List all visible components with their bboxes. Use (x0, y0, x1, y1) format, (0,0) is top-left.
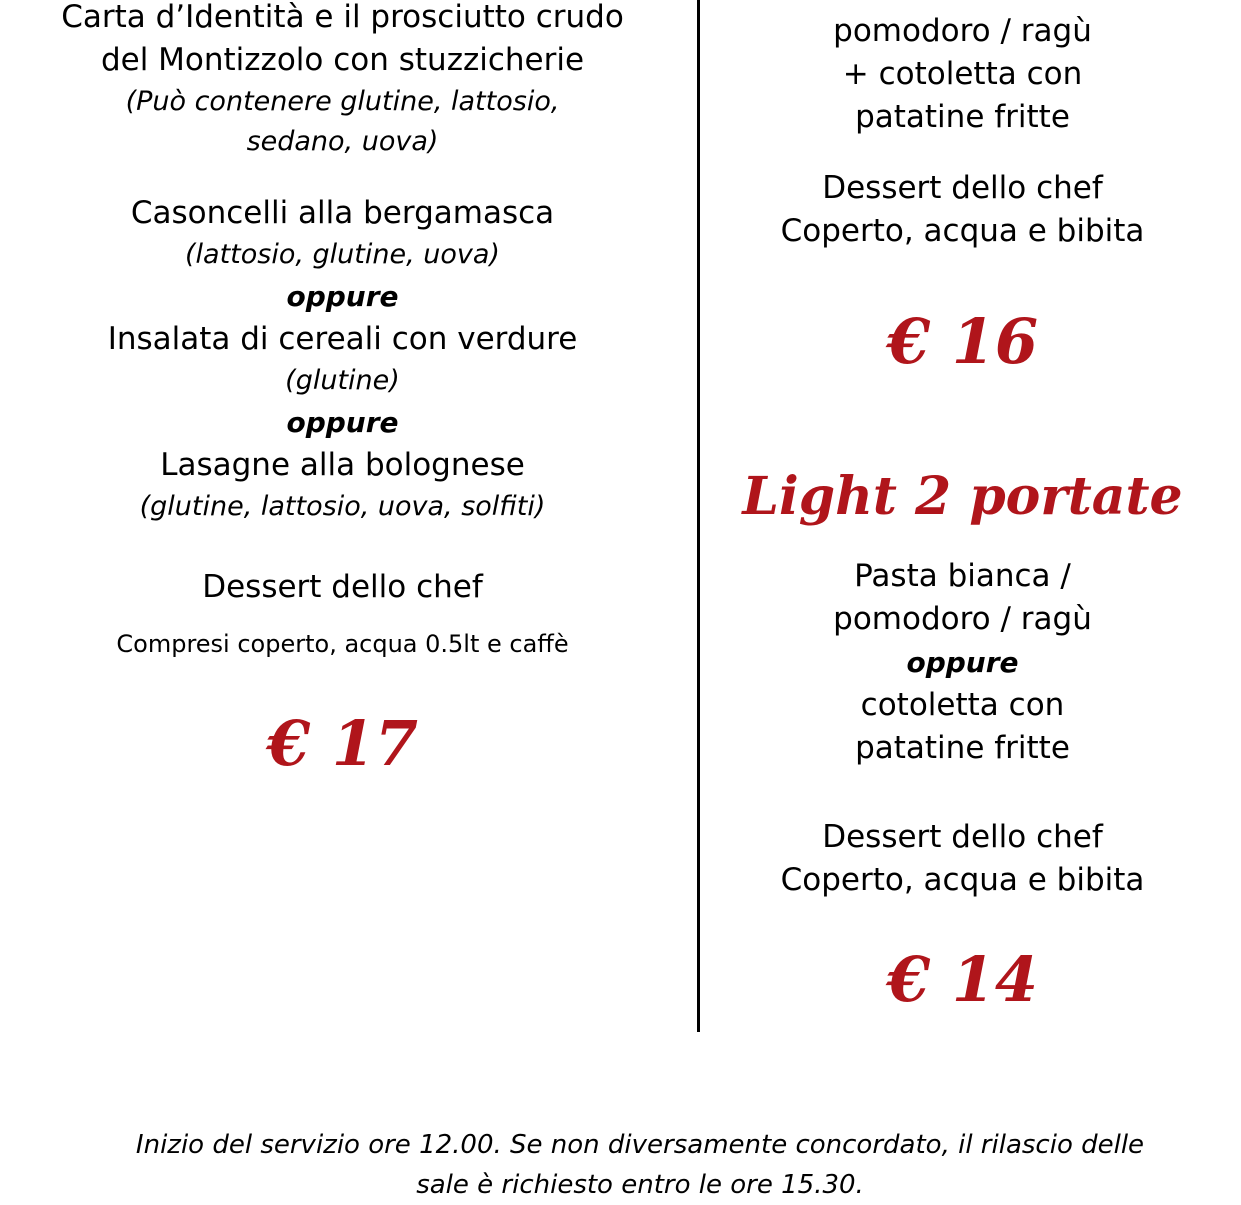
light-line-1: Pasta bianca / (854, 558, 1071, 594)
price-16: € 16 (886, 305, 1038, 378)
price-block-14 (740, 940, 1185, 1020)
menu1-dessert: Dessert dello chef (822, 170, 1103, 206)
oppure-label-2: oppure (286, 406, 399, 439)
dessert-line: Dessert dello chef (202, 569, 483, 605)
primo-lasagne: Lasagne alla bolognese (160, 447, 525, 483)
primo-lasagne-allergens: (glutine, lattosio, uova, solfiti) (139, 491, 546, 522)
dessert-block (40, 566, 645, 609)
light-line-2: pomodoro / ragù (833, 601, 1092, 637)
antipasto-allergens-2: sedano, uova) (246, 126, 439, 157)
menu1-line-1: pomodoro / ragù (833, 13, 1092, 49)
antipasto-line-2: del Montizzolo con stuzzicherie (100, 42, 585, 78)
menu1-coperto: Coperto, acqua e bibita (780, 213, 1145, 249)
light-title-block (740, 462, 1185, 532)
primo-casoncelli: Casoncelli alla bergamasca (130, 195, 555, 231)
light-block (740, 555, 1185, 770)
oppure-label-1: oppure (286, 280, 399, 313)
included-line: Compresi coperto, acqua 0.5lt e caffè (116, 630, 569, 658)
light-extras (740, 816, 1185, 902)
primo-casoncelli-allergens: (lattosio, glutine, uova) (185, 239, 500, 270)
oppure-label-3: oppure (906, 646, 1019, 679)
primi-block (40, 192, 645, 527)
menu1-line-2: + cotoletta con (842, 56, 1083, 92)
price-17: € 17 (266, 707, 418, 780)
antipasto-line-1: Carta d’Identità e il prosciutto crudo (61, 0, 624, 35)
light-line-3: cotoletta con (860, 687, 1065, 723)
column-divider (697, 0, 700, 1032)
light-coperto: Coperto, acqua e bibita (780, 862, 1145, 898)
price-block-16 (740, 302, 1185, 382)
light-dessert: Dessert dello chef (822, 819, 1103, 855)
service-note-line-2: sale è richiesto entro le ore 15.30. (416, 1170, 864, 1200)
service-note (40, 1125, 1240, 1205)
primo-insalata: Insalata di cereali con verdure (107, 321, 578, 357)
antipasto-block (40, 0, 645, 162)
menu1-extras (740, 167, 1185, 253)
price-14: € 14 (886, 943, 1038, 1016)
price-block-left (40, 704, 645, 784)
included-block (40, 626, 645, 662)
light-section-title: Light 2 portate (742, 466, 1183, 527)
menu1-block (740, 10, 1185, 139)
light-line-4: patatine fritte (855, 730, 1070, 766)
service-note-line-1: Inizio del servizio ore 12.00. Se non diversamente concordato, il rilascio delle (135, 1130, 1145, 1160)
primo-insalata-allergens: (glutine) (285, 365, 400, 396)
menu1-line-3: patatine fritte (855, 99, 1070, 135)
antipasto-allergens-1: (Può contenere glutine, lattosio, (125, 86, 560, 117)
